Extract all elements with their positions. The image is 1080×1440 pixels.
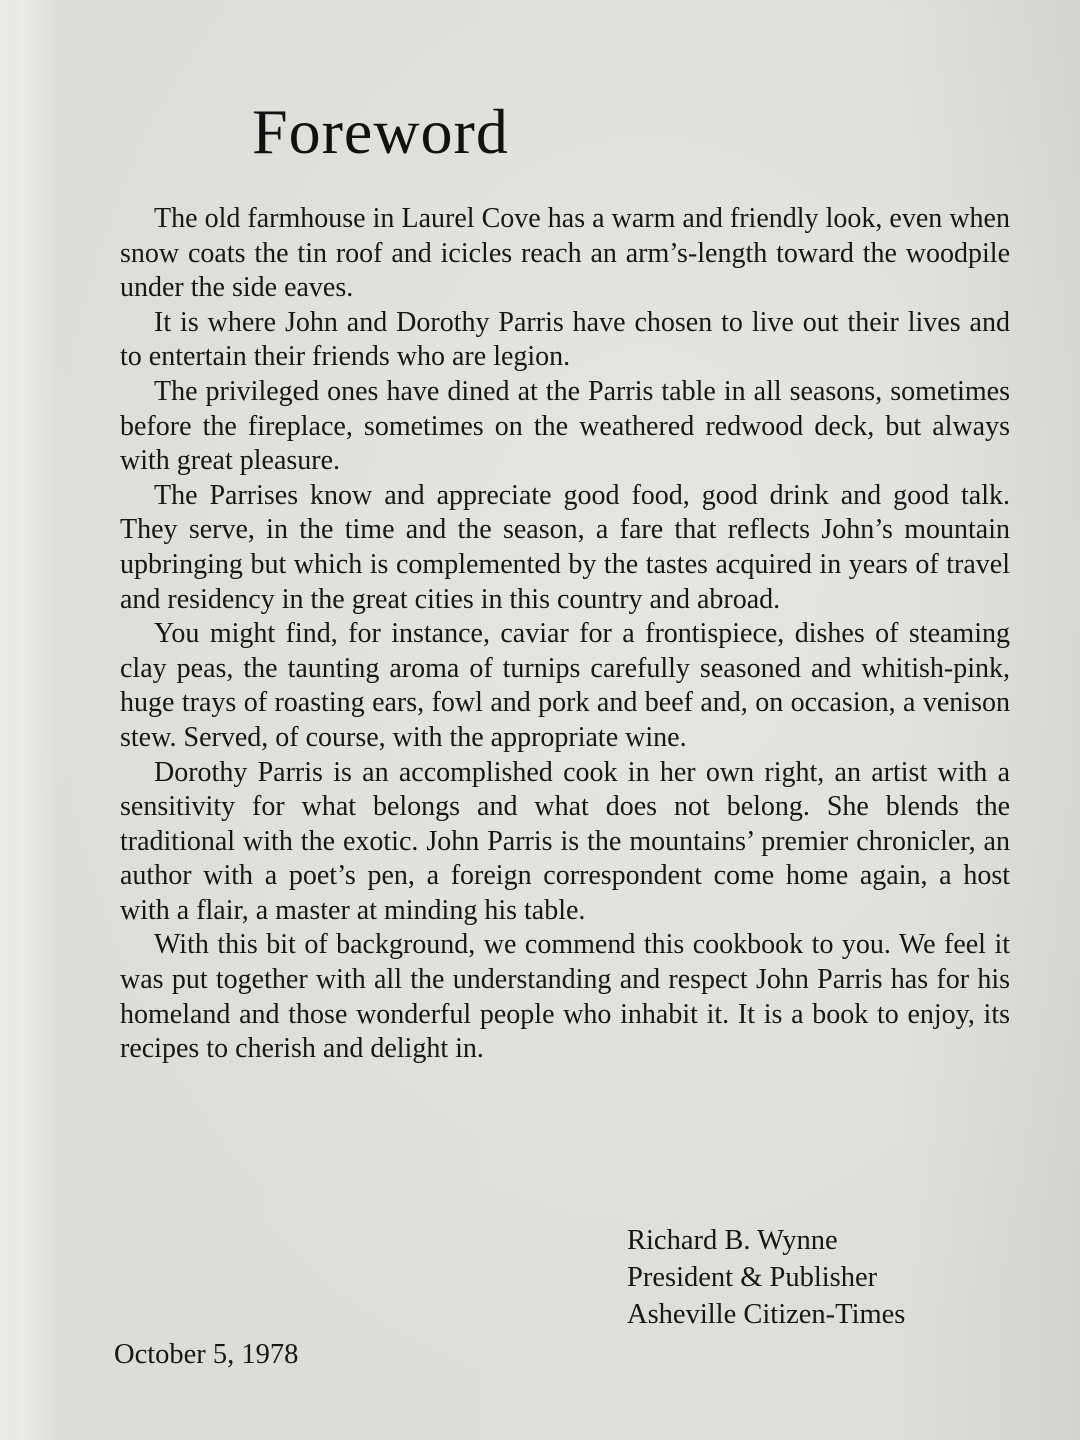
paragraph: With this bit of background, we commend this cookbook to you. We feel it was put together with all the understanding and respect John Parris has for his homeland and those wonderful people who inhabit it. It is a book to enjoy, its recipes to cherish and delight in.	[120, 929, 1010, 1065]
foreword-body	[120, 202, 1010, 1067]
paragraph: Dorothy Parris is an accomplished cook in her own right, an artist with a sensitivity for what belongs and what does not belong. She blends the traditional with the exotic. John Parris is the mountains’ premier chronicler, an author with a poet’s pen, a foreign correspondent come home again, a host with a flair, a master at minding his table.	[120, 756, 1010, 926]
foreword-date: October 5, 1978	[114, 1339, 299, 1370]
paragraph: You might find, for instance, caviar for a frontispiece, dishes of steaming clay peas, the taunting aroma of turnips carefully seasoned and whitish-pink, huge trays of roasting ears, fowl and pork and beef and, on occasion, a venison stew. Served, of course, with the appropriate wine.	[120, 618, 1010, 753]
paragraph: The privileged ones have dined at the Parris table in all seasons, sometimes before the fireplace, sometimes on the weathered redwood deck, but always with great pleasure.	[120, 375, 1010, 477]
signature-block	[627, 1222, 905, 1333]
signer-organization: Asheville Citizen-Times	[627, 1299, 906, 1330]
paragraph: The old farmhouse in Laurel Cove has a warm and friendly look, even when snow coats the tin roof and icicles reach an arm’s-length toward the woodpile under the side eaves.	[120, 203, 1010, 304]
signer-name: Richard B. Wynne	[627, 1225, 838, 1256]
page-title: Foreword	[252, 96, 509, 167]
signer-role: President & Publisher	[627, 1262, 878, 1293]
paragraph: It is where John and Dorothy Parris have chosen to live out their lives and to entertain their friends who are legion.	[120, 306, 1010, 373]
page-gutter	[0, 0, 30, 1440]
paragraph: The Parrises know and appreciate good food, good drink and good talk. They serve, in the time and the season, a fare that reflects John’s mountain upbringing but which is complemented by the tastes acquired in years of travel and residency in the great cities in this country and abroad.	[120, 479, 1010, 615]
